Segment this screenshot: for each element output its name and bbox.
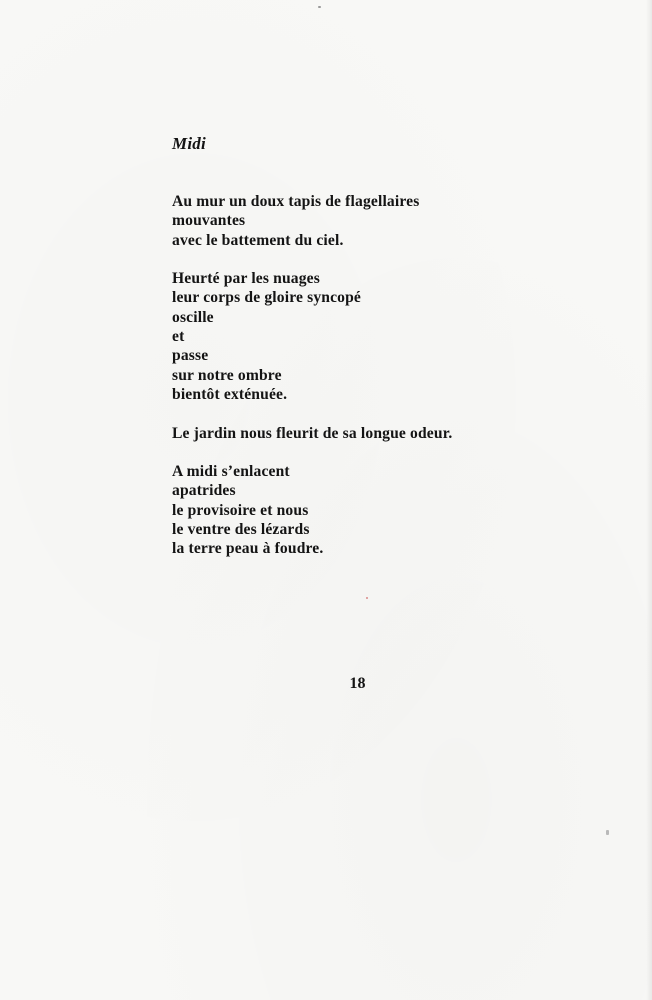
page-edge-shadow (646, 0, 652, 1000)
poem-line: la terre peau à foudre. (172, 540, 324, 558)
poem-line: A midi s’enlacent (172, 463, 290, 481)
stanza-3 (172, 424, 452, 443)
poem-line: le provisoire et nous (172, 501, 309, 519)
poem-line: Au mur un doux tapis de flagellaires (172, 193, 420, 210)
poem-line: oscille (172, 308, 214, 326)
poem-line: bientôt exténuée. (172, 385, 288, 403)
poem-line: le ventre des lézards (172, 521, 310, 539)
poem-body (172, 192, 452, 578)
poem-title: Midi (172, 134, 206, 153)
paper-speck (366, 597, 368, 599)
stanza-2 (172, 269, 452, 404)
poem-line: et (172, 328, 185, 346)
poem-line: avec le battement du ciel. (172, 231, 344, 249)
poem-line: sur notre ombre (172, 366, 282, 384)
poem-line: leur corps de gloire syncopé (172, 289, 362, 307)
paper-speck (606, 830, 609, 835)
stanza-1 (172, 192, 452, 250)
page-number: 18 (349, 675, 366, 692)
poem-line: mouvantes (172, 212, 246, 230)
poem-line: apatrides (172, 482, 236, 500)
poem-line: Le jardin nous fleurit de sa longue odeur. (172, 424, 453, 442)
poem-line: passe (172, 347, 209, 365)
paper-speck (318, 6, 321, 8)
stanza-4 (172, 462, 452, 558)
poem-line: Heurté par les nuages (172, 270, 320, 288)
